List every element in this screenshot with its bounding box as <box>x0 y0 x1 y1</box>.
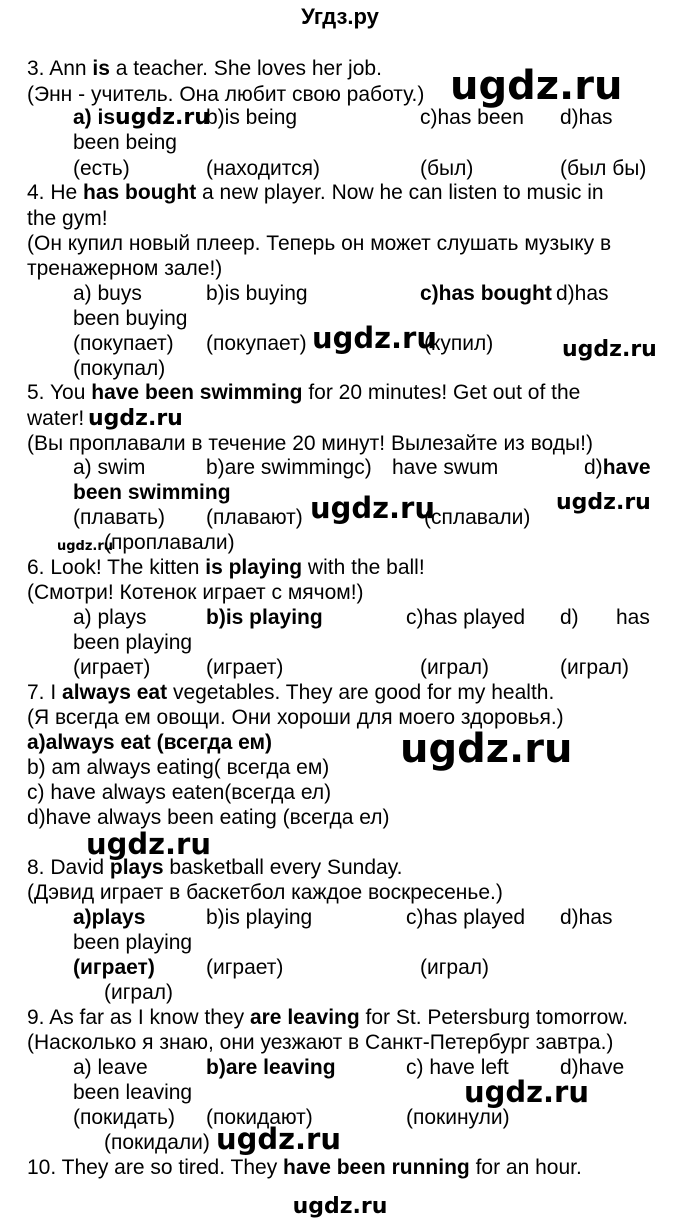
watermark: ugdz.ru <box>310 491 436 525</box>
q5-option-c: have swum <box>392 456 499 479</box>
q3-option-a: a) isugdz.ru <box>73 105 210 130</box>
page-footer: ugdz.ru <box>292 1194 388 1219</box>
q9-option-d-cont: been leaving <box>73 1081 193 1104</box>
q6-translation-c: (играл) <box>420 656 489 679</box>
q4-option-d: d)has <box>556 282 609 305</box>
q8-translation-c: (играл) <box>420 956 489 979</box>
q7-translation: (Я всегда ем овощи. Они хороши для моего здоровья.) <box>27 706 564 729</box>
q5-sentence: 5. You have been swimming for 20 minutes! Get out of the <box>27 381 581 404</box>
q5-translation-a: (плавать) <box>73 506 165 529</box>
q7-sentence: 7. I always eat vegetables. They are good for my health. <box>27 681 555 704</box>
q8-option-d: d)has <box>560 906 613 929</box>
q6-translation-a: (играет) <box>73 656 151 679</box>
watermark: ugdz.ru <box>216 1122 342 1156</box>
q3-translation-b: (находится) <box>206 157 320 180</box>
q6-translation: (Смотри! Котенок играет с мячом!) <box>27 581 364 604</box>
q4-translation-cont: тренажерном зале!) <box>27 257 223 280</box>
q5-translation-c: (сплавали) <box>424 506 531 529</box>
q8-translation-d: (играл) <box>104 981 173 1004</box>
q5-translation: (Вы проплавали в течение 20 минут! Вылезайте из воды!) <box>27 432 593 455</box>
watermark: ugdz.ru <box>115 105 210 130</box>
q5-translation-d: (проплавали) <box>104 531 235 554</box>
q5-option-d: d)have <box>584 456 651 479</box>
q8-option-a: a)plays <box>73 906 146 929</box>
q9-sentence: 9. As far as I know they are leaving for St. Petersburg tomorrow. <box>27 1006 629 1029</box>
q4-translation-d: (покупал) <box>73 357 166 380</box>
q3-option-d: d)has <box>560 106 613 129</box>
q4-translation: (Он купил новый плеер. Теперь он может слушать музыку в <box>27 232 612 255</box>
watermark: ugdz.ru <box>400 726 573 772</box>
q10-sentence: 10. They are so tired. They have been running for an hour. <box>27 1156 582 1179</box>
q4-sentence-cont: the gym! <box>27 207 108 230</box>
q4-option-d-cont: been buying <box>73 307 188 330</box>
q8-translation: (Дэвид играет в баскетбол каждое воскресенье.) <box>27 881 503 904</box>
q4-translation-c: (купил) <box>424 332 494 355</box>
q8-option-c: c)has played <box>406 906 526 929</box>
q6-translation-b: (играет) <box>206 656 284 679</box>
q4-translation-b: (покупает) <box>206 332 307 355</box>
q9-translation: (Насколько я знаю, они уезжают в Санкт-Петербург завтра.) <box>27 1031 614 1054</box>
q6-sentence: 6. Look! The kitten is playing with the ball! <box>27 556 425 579</box>
watermark: ugdz.ru <box>556 490 651 515</box>
watermark: ugdz.ru <box>57 539 114 554</box>
watermark: ugdz.ru <box>450 63 623 109</box>
q3-option-d-cont: been being <box>73 131 177 154</box>
q6-option-c: c)has played <box>406 606 526 629</box>
q4-sentence: 4. He has bought a new player. Now he can listen to music in <box>27 181 604 204</box>
q5-option-a: a) swim <box>73 456 146 479</box>
q5-sentence-cont: water! <box>27 407 85 430</box>
q6-option-d-cont: been playing <box>73 631 193 654</box>
watermark: ugdz.ru <box>562 337 657 362</box>
q9-option-a: a) leave <box>73 1056 148 1079</box>
watermark: ugdz.ru <box>464 1075 590 1109</box>
q8-sentence: 8. David plays basketball every Sunday. <box>27 856 403 879</box>
q6-option-b: b)is playing <box>206 606 323 629</box>
q3-option-c: c)has been <box>420 106 524 129</box>
q9-translation-a: (покидать) <box>73 1106 175 1129</box>
q6-option-d: d) <box>560 606 579 629</box>
watermark: ugdz.ru <box>312 321 438 355</box>
q3-option-b: b)is being <box>206 106 298 129</box>
q7-option-a: a)always eat (всегда ем) <box>27 731 273 754</box>
q5-translation-b: (плавают) <box>206 506 303 529</box>
q3-translation-c: (был) <box>420 157 474 180</box>
q5-option-d-cont: been swimming <box>73 481 231 504</box>
q9-translation-c: (покинули) <box>406 1106 510 1129</box>
q6-option-a: a) plays <box>73 606 147 629</box>
q7-option-b: b) am always eating( всегда ем) <box>27 756 330 779</box>
q8-translation-b: (играет) <box>206 956 284 979</box>
q8-option-d-cont: been playing <box>73 931 193 954</box>
q6-translation-d: (играл) <box>560 656 629 679</box>
q7-option-d: d)have always been eating (всегда ел) <box>27 806 390 829</box>
q4-option-b: b)is buying <box>206 282 308 305</box>
q9-translation-d: (покидали) <box>104 1131 210 1154</box>
q5-option-b: b)are swimmingc) <box>206 456 372 479</box>
q9-option-c: c) have left <box>406 1056 509 1079</box>
q9-option-d: d)have <box>560 1056 625 1079</box>
q9-translation-b: (покидают) <box>206 1106 313 1129</box>
watermark: ugdz.ru <box>86 827 212 861</box>
q4-translation-a: (покупает) <box>73 332 174 355</box>
q4-option-c: c)has bought <box>420 282 552 305</box>
q4-option-a: a) buys <box>73 282 142 305</box>
watermark: ugdz.ru <box>88 406 183 431</box>
q9-option-b: b)are leaving <box>206 1056 336 1079</box>
q7-option-c: c) have always eaten(всегда ел) <box>27 781 332 804</box>
q3-sentence: 3. Ann is a teacher. She loves her job. <box>27 57 382 80</box>
q3-translation-d: (был бы) <box>560 157 647 180</box>
q3-translation: (Энн - учитель. Она любит свою работу.) <box>27 83 425 106</box>
page-header: Угдз.ру <box>301 4 379 29</box>
q3-translation-a: (есть) <box>73 157 130 180</box>
q6-option-d-word: has <box>616 606 650 629</box>
q8-option-b: b)is playing <box>206 906 313 929</box>
q8-translation-a: (играет) <box>73 956 155 979</box>
